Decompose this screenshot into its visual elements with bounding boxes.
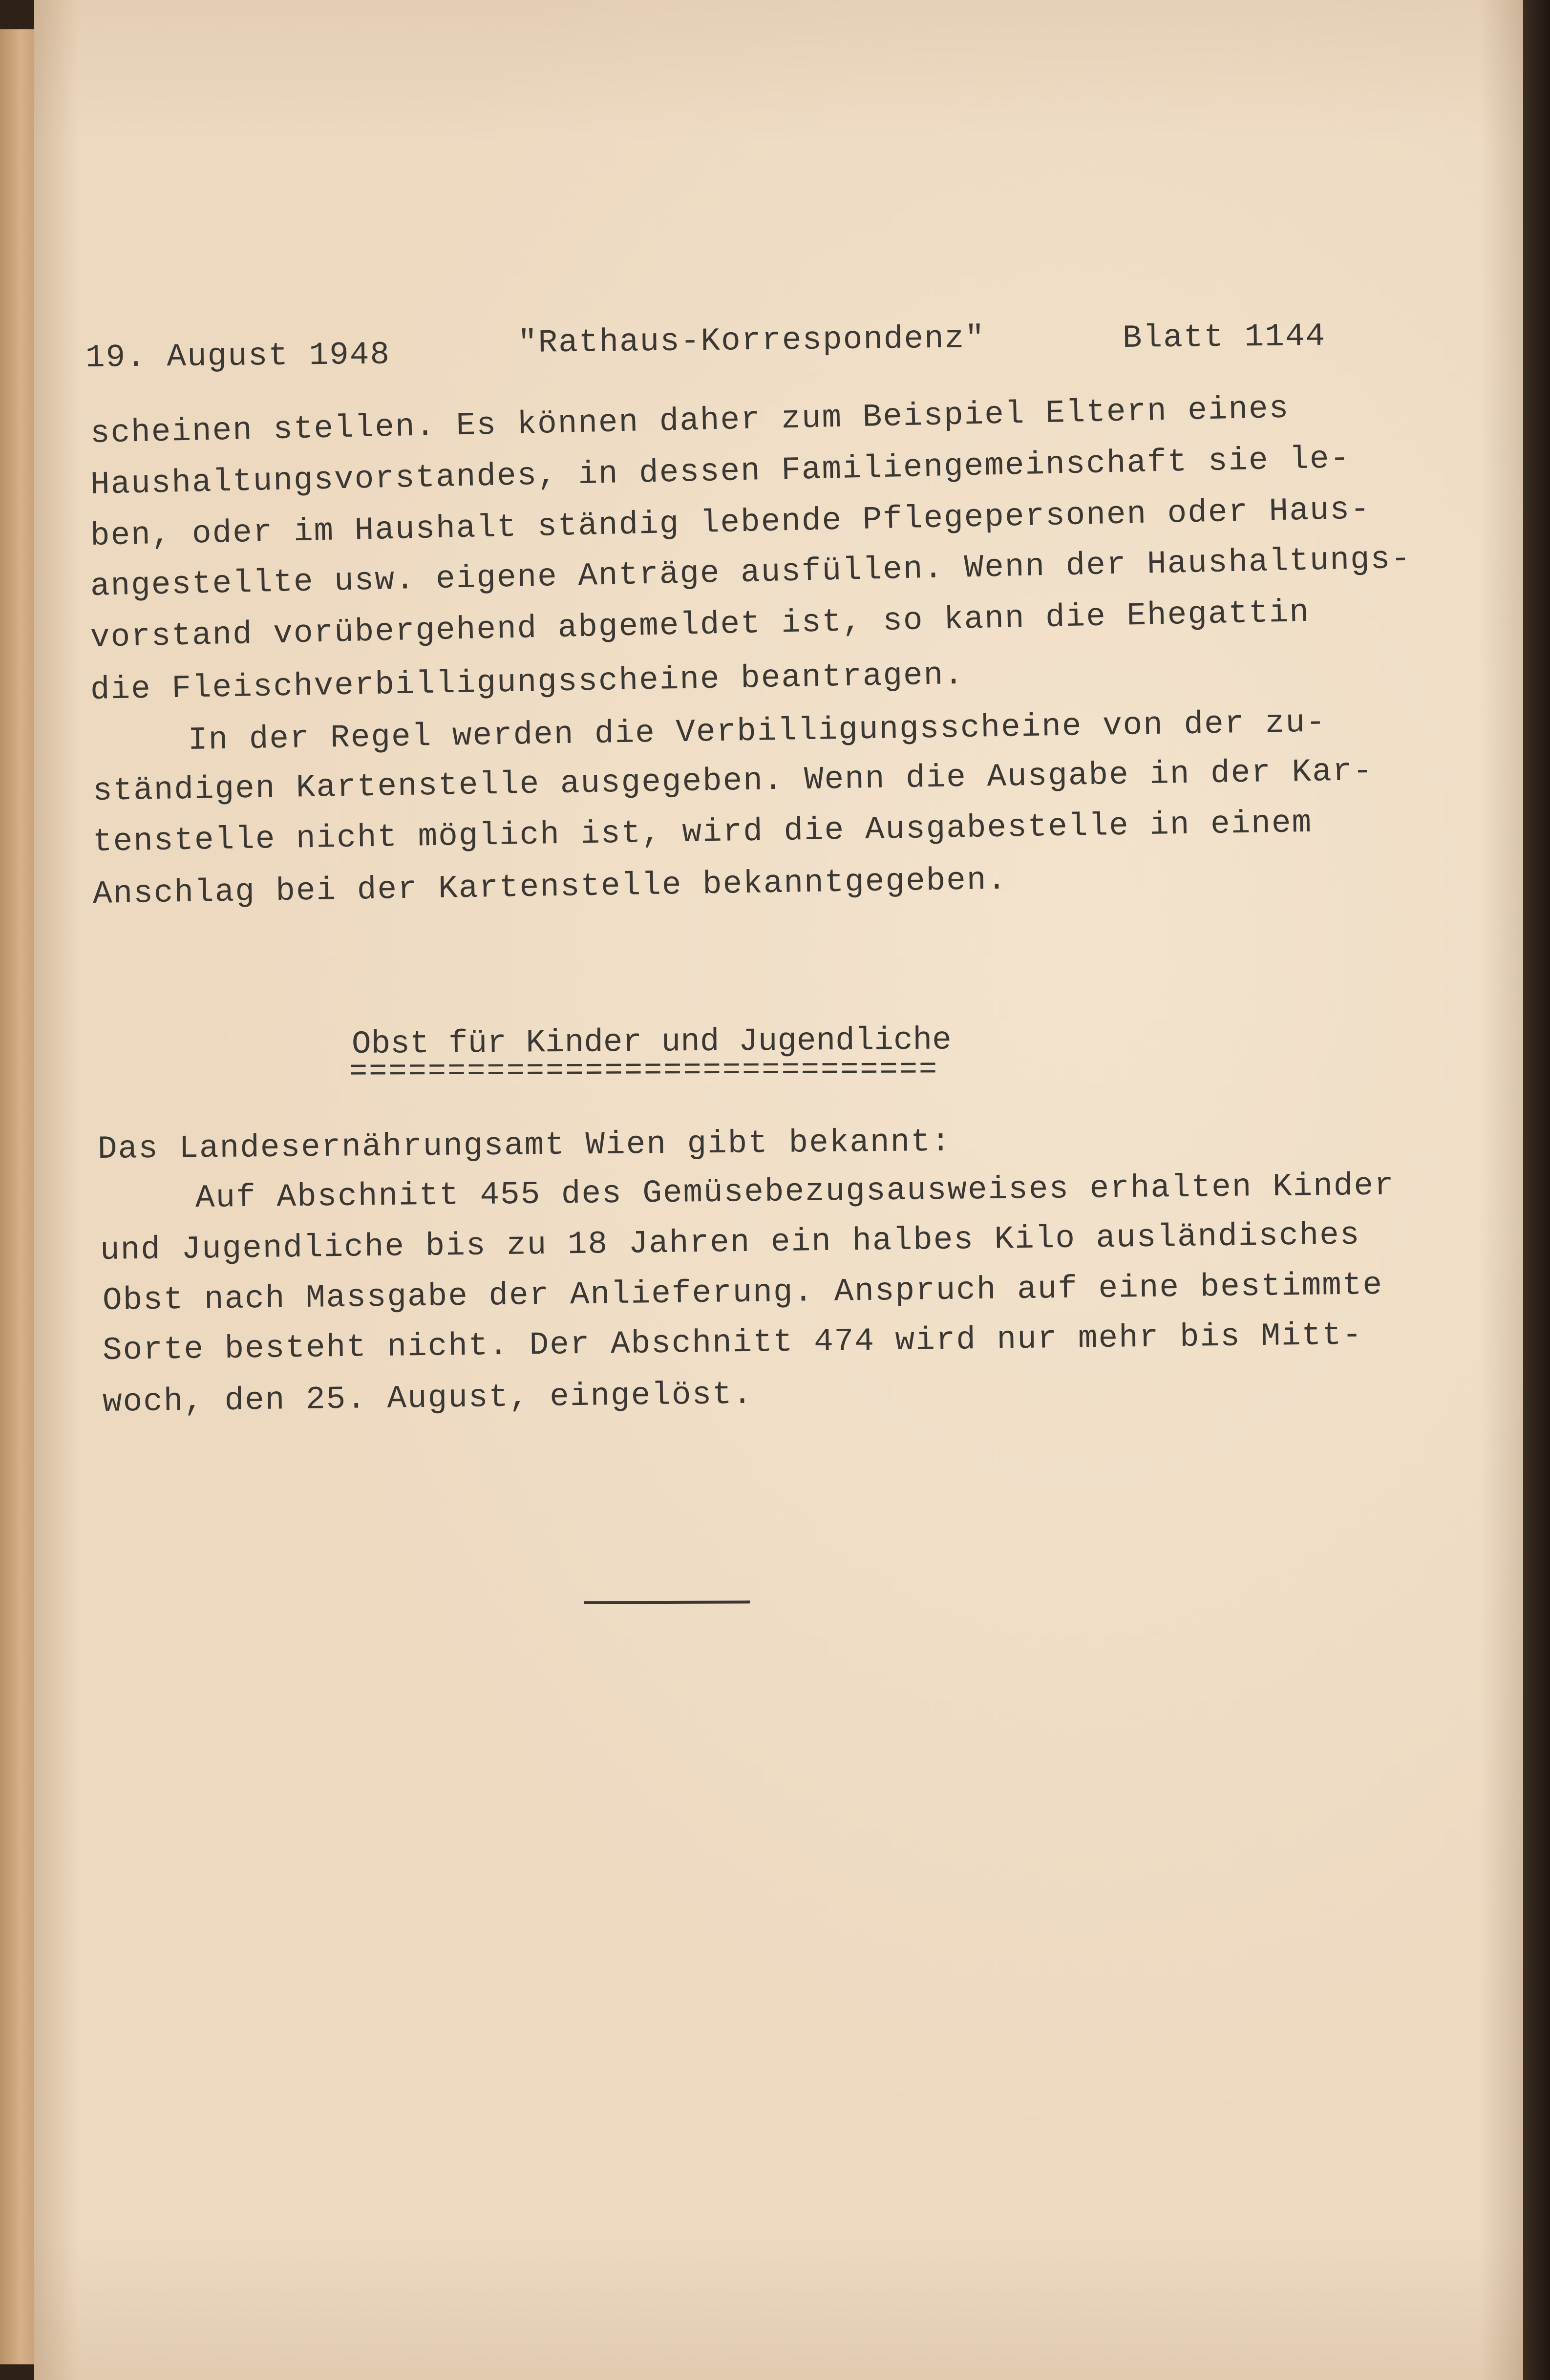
header-date: 19. August 1948 [85, 336, 391, 376]
paragraph-3-line: Obst nach Massgabe der Anlieferung. Anspruch auf eine bestimmte [102, 1266, 1383, 1319]
paragraph-3-line: und Jugendliche bis zu 18 Jahren ein halbes Kilo ausländisches [100, 1216, 1360, 1269]
paragraph-1-line: ben, oder im Haushalt ständig lebende Pflegepersonen oder Haus- [90, 491, 1371, 554]
paragraph-1-line: Haushaltungsvorstandes, in dessen Familiengemeinschaft sie le- [90, 440, 1351, 503]
paragraph-3-line: woch, den 25. August, eingelöst. [102, 1376, 753, 1421]
paragraph-2-line: In der Regel werden die Verbilligungsscheine von der zu- [188, 704, 1327, 759]
paragraph-1-line: scheinen stellen. Es können daher zum Beispiel Eltern eines [90, 390, 1290, 452]
section-title: Obst für Kinder und Jugendliche [351, 1021, 952, 1062]
header-publication: "Rathaus-Korrespondenz" [517, 319, 986, 361]
paragraph-1-line: angestellte usw. eigene Anträge ausfüllen. Wenn der Haushaltungs- [90, 540, 1412, 605]
header-sheet: Blatt 1144 [1122, 318, 1326, 357]
paragraph-2-line: ständigen Kartenstelle ausgegeben. Wenn die Ausgabe in der Kar- [92, 752, 1374, 809]
section-underline: ============================== [349, 1052, 939, 1089]
paragraph-2-line: Anschlag bei der Kartenstelle bekanntgegeben. [92, 861, 1008, 913]
paragraph-3-line: Auf Abschnitt 455 des Gemüsebezugsausweises erhalten Kinder [195, 1167, 1395, 1216]
paragraph-1-line: die Fleischverbilligungsscheine beantragen. [90, 656, 965, 708]
paragraph-1-line: vorstand vorübergehend abgemeldet ist, so kann die Ehegattin [90, 594, 1310, 656]
end-rule [584, 1600, 750, 1604]
paragraph-2-line: tenstelle nicht möglich ist, wird die Ausgabestelle in einem [92, 804, 1313, 860]
paragraph-3-line: Das Landesernährungsamt Wien gibt bekannt: [97, 1123, 952, 1168]
paragraph-3-line: Sorte besteht nicht. Der Abschnitt 474 wird nur mehr bis Mitt- [102, 1317, 1363, 1369]
scan-border [1523, 0, 1550, 2380]
